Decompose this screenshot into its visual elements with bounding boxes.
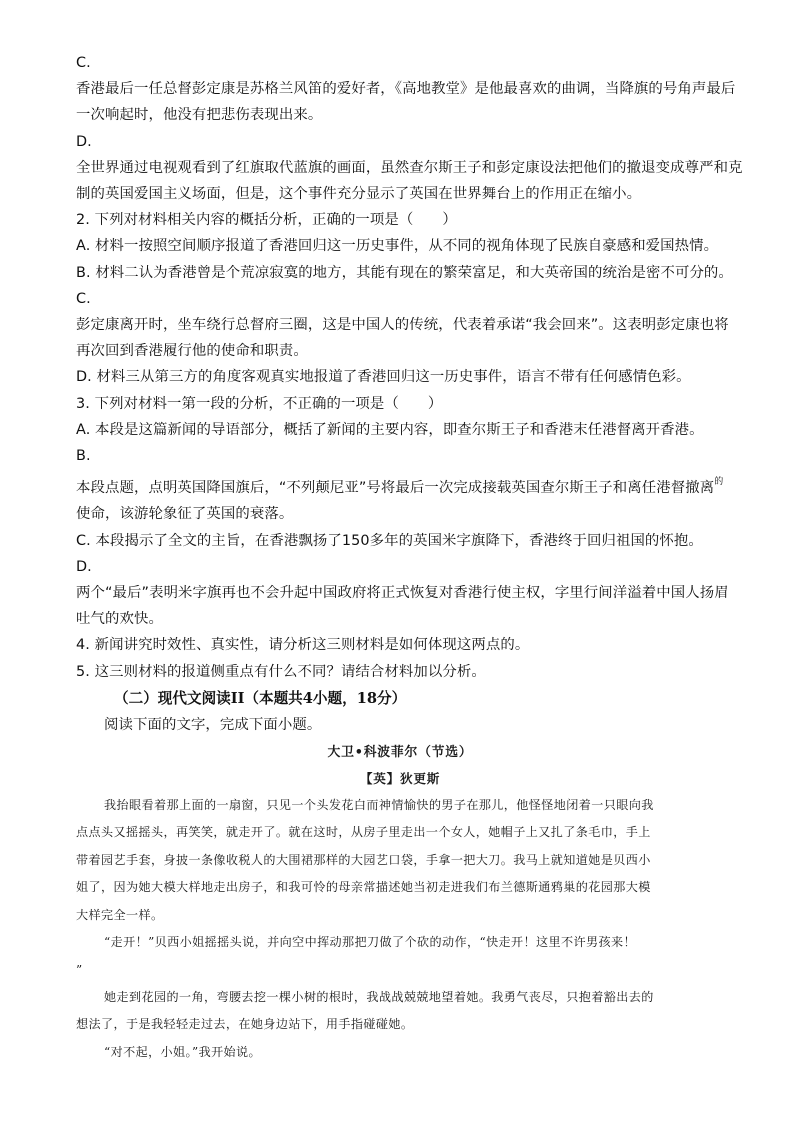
option-c: C. 本段揭示了全文的主旨，在香港飘扬了150多年的英国米字旗降下，香港终于回归祖国的怀抱。 (76, 532, 703, 549)
option-d-label: D. (76, 558, 92, 575)
story-excerpt (76, 739, 724, 1066)
text-line: 全世界通过电视观看到了红旗取代蓝旗的画面，虽然查尔斯王子和彭定康设法把他们的撤退变成尊严和克 (76, 159, 743, 176)
story-line: 大样完全一样。 (76, 907, 164, 922)
story-line: ” (76, 962, 83, 977)
section-title: （二）现代文阅读II（本题共4小题，18分） (114, 689, 407, 707)
section-intro: 阅读下面的文字，完成下面小题。 (104, 716, 322, 733)
document-page (76, 50, 743, 1066)
option-b: B. 材料二认为香港曾是个荒凉寂寞的地方，其能有现在的繁荣富足，和大英帝国的统治是密不可分的。 (76, 264, 733, 281)
text-line: 彭定康离开时，坐车绕行总督府三圈，这是中国人的传统，代表着承诺“我会回来”。这表明彭定康也将 (76, 317, 729, 334)
text-line: 使命，该游轮象征了英国的衰落。 (76, 506, 294, 523)
text-line: 两个“最后”表明米字旗再也不会升起中国政府将正式恢复对香港行使主权，字里行间洋溢着中国人扬眉 (76, 585, 729, 602)
story-line: 想法了，于是我轻轻走过去，在她身边站下，用手指碰碰她。 (76, 1017, 414, 1032)
text-line: 一次响起时，他没有把悲伤表现出来。 (76, 107, 323, 124)
text-line: 吐气的欢快。 (76, 611, 163, 628)
line-text: 本段点题，点明英国降国旗后，“不列颠尼亚”号将最后一次完成接载英国查尔斯王子和离任港督撤离 (76, 480, 715, 497)
story-title: 大卫•科波菲尔（节选） (327, 745, 473, 761)
story-line: 点点头又摇摇头，再笑笑，就走开了。就在这时，从房子里走出一个女人，她帽子上又扎了条毛巾，手上 (76, 825, 651, 840)
story-line: 姐了，因为她大模大样地走出房子，和我可怜的母亲常描述她当初走进我们布兰德斯通鸦巢的花园那大模 (76, 880, 651, 895)
option-b-label: B. (76, 448, 91, 465)
text-line: C. (76, 55, 91, 71)
option-a: A. 材料一按照空间顺序报道了香港回归这一历史事件，从不同的视角体现了民族自豪感和爱国热情。 (76, 238, 719, 255)
text-line: 制的英国爱国主义场面，但是，这个事件充分显示了英国在世界舞台上的作用正在缩小。 (76, 186, 642, 203)
question-2: 2. 下列对材料相关内容的概括分析，正确的一项是（ ） (76, 212, 457, 229)
text-line (76, 469, 724, 501)
story-line: “走开！”贝西小姐摇摇头说，并向空中挥动那把刀做了个砍的动作，“快走开！这里不许男孩来！ (104, 935, 636, 950)
text-line: D. (76, 133, 92, 150)
superscript-char: 的 (714, 477, 724, 488)
story-line: “对不起，小姐。”我开始说。 (104, 1044, 262, 1059)
option-d: D. 材料三从第三方的角度客观真实地报道了香港回归这一历史事件，语言不带有任何感情色彩。 (76, 369, 691, 386)
text-line: 再次回到香港履行他的使命和职责。 (76, 343, 308, 360)
text-line: 香港最后一任总督彭定康是苏格兰风笛的爱好者，《高地教堂》是他最喜欢的曲调，当降旗的号角声最后 (76, 81, 736, 98)
story-line: 我抬眼看着那上面的一扇窗，只见一个头发花白而神情愉快的男子在那儿，他怪怪地闭着一只眼向我 (104, 798, 654, 813)
story-author: 【英】狄更斯 (359, 771, 441, 787)
story-line: 她走到花园的一角，弯腰去挖一棵小树的根时，我战战兢兢地望着她。我勇气丧尽，只抱着豁出去的 (104, 989, 654, 1004)
option-c-label: C. (76, 290, 91, 307)
question-5: 5. 这三则材料的报道侧重点有什么不同？请结合材料加以分析。 (76, 663, 486, 680)
question-3: 3. 下列对材料一第一段的分析，不正确的一项是（ ） (76, 395, 443, 412)
question-4: 4. 新闻讲究时效性、真实性，请分析这三则材料是如何体现这两点的。 (76, 637, 530, 654)
option-a: A. 本段是这篇新闻的导语部分，概括了新闻的主要内容，即查尔斯王子和香港末任港督离开香港。 (76, 421, 704, 438)
story-line: 带着园艺手套，身披一条像收税人的大围裙那样的大园艺口袋，手拿一把大刀。我马上就知道她是贝西小 (76, 852, 651, 867)
